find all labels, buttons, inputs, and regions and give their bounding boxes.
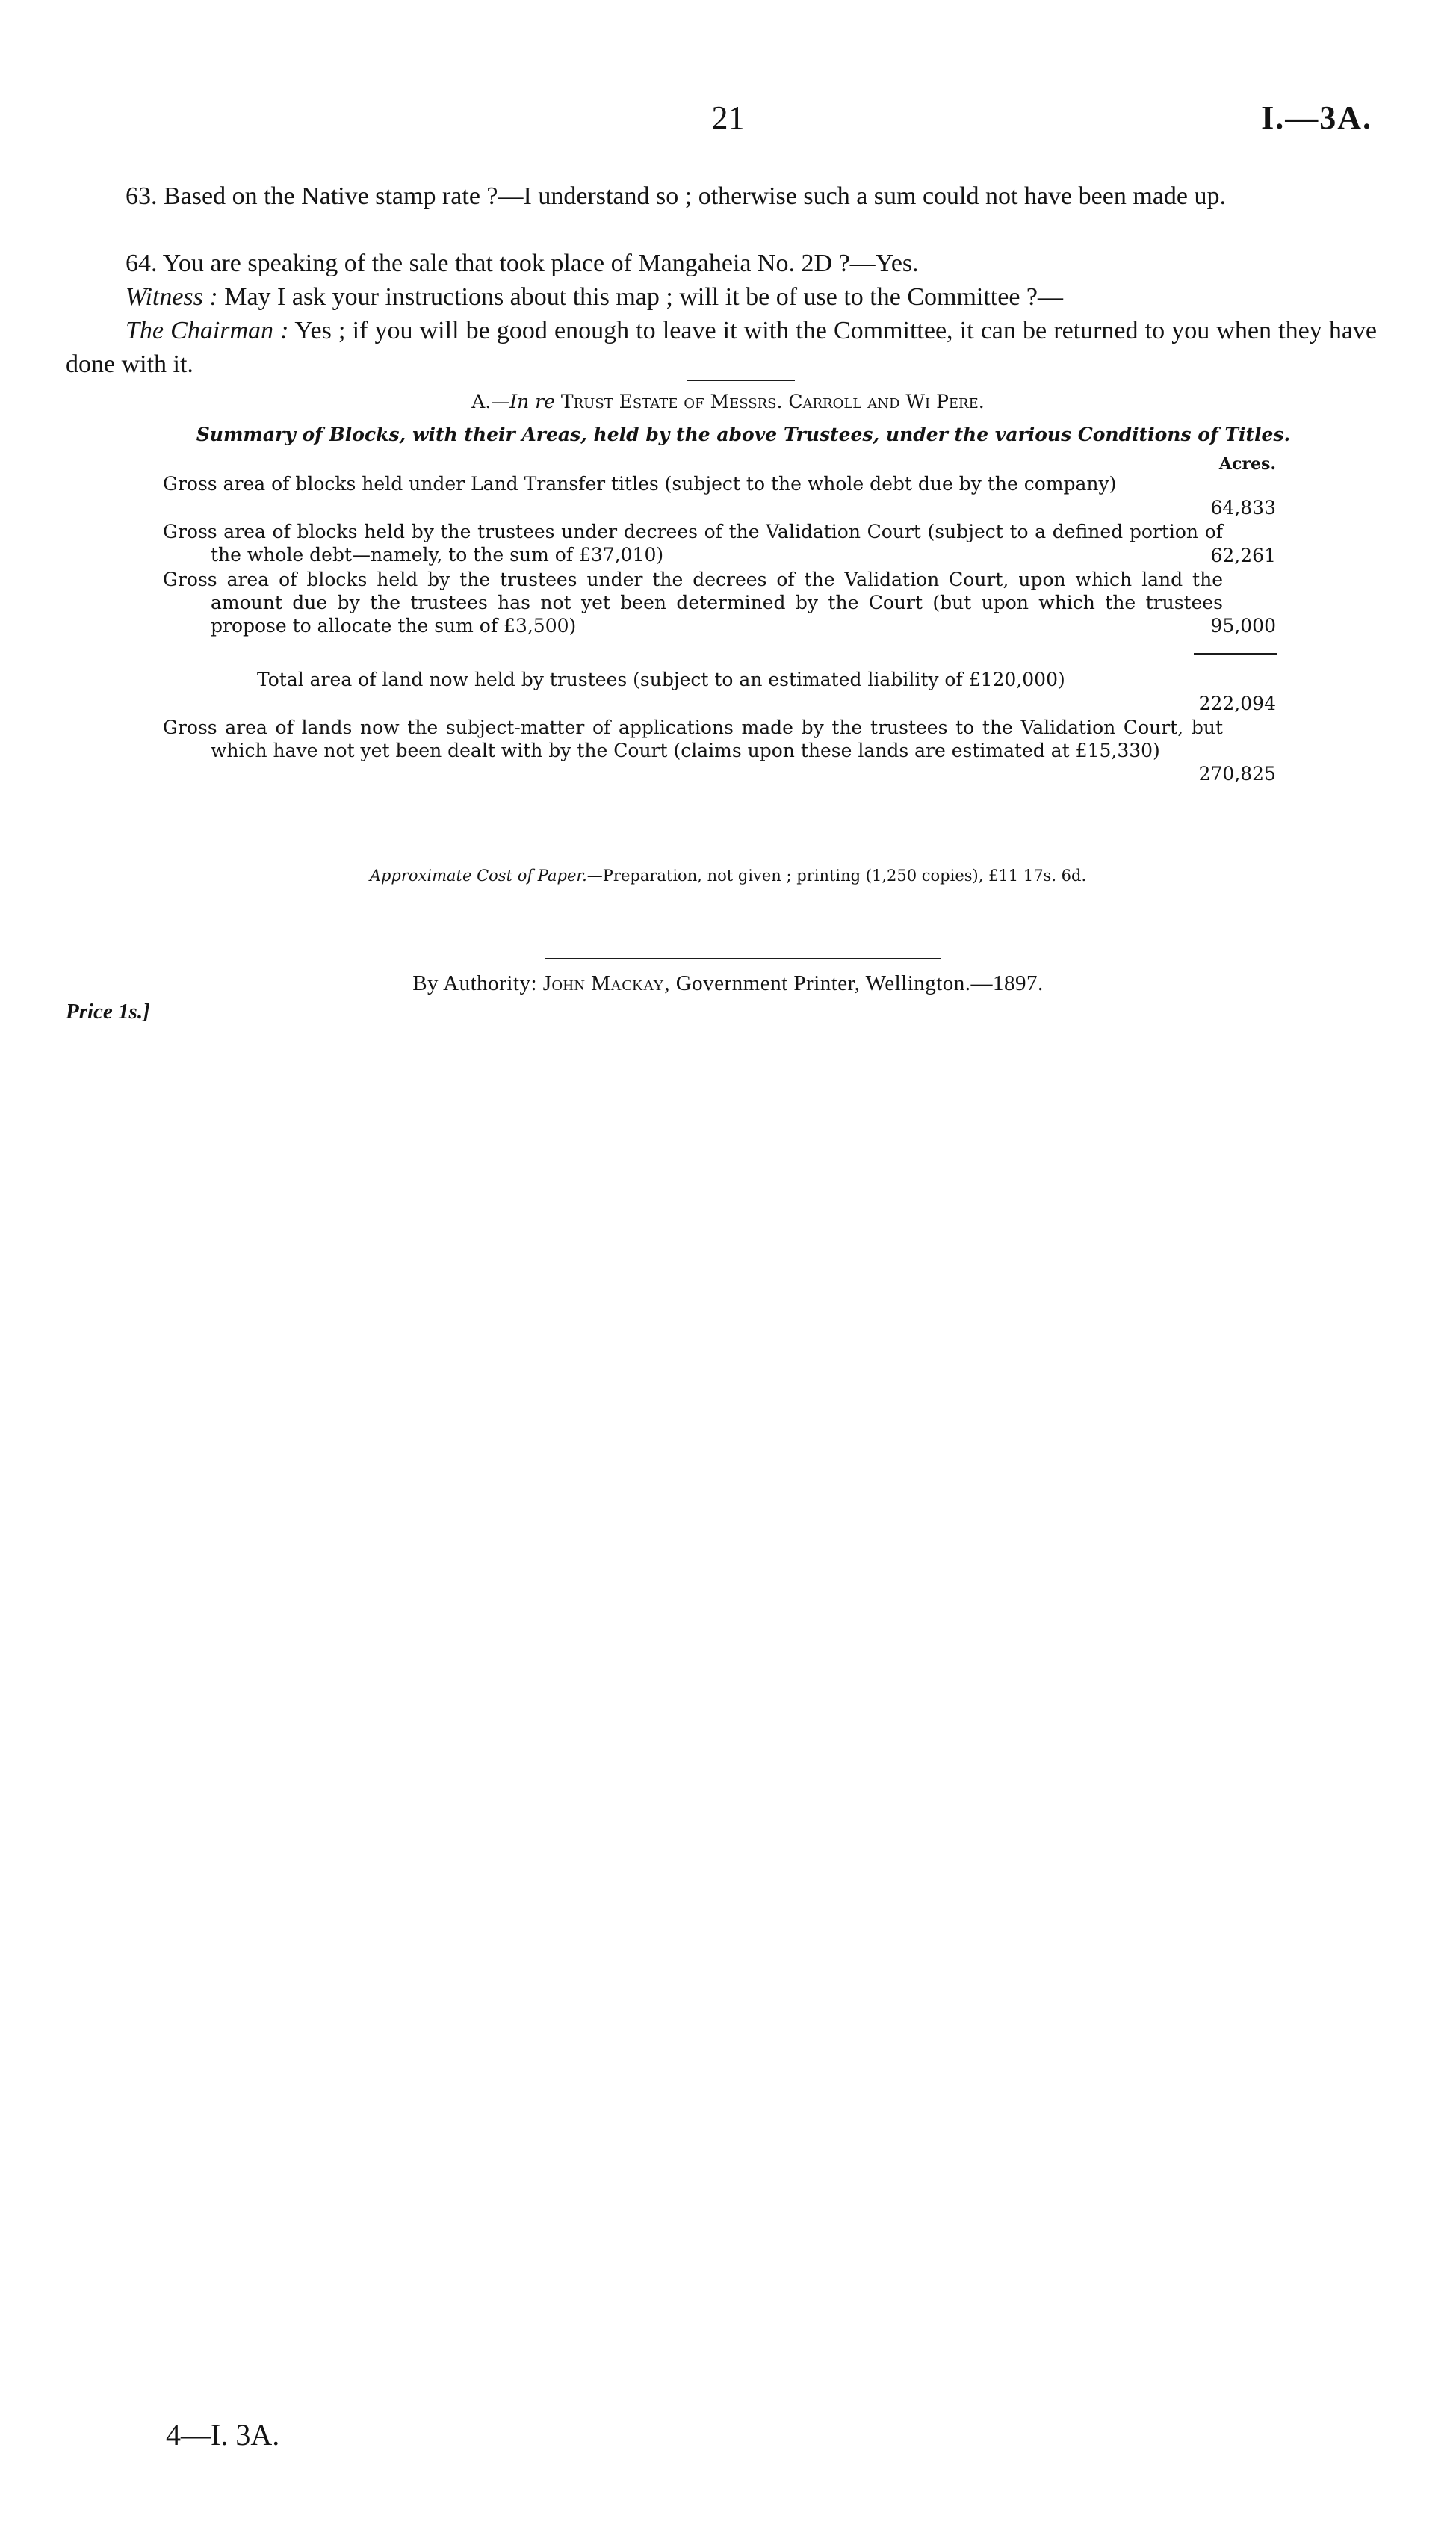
- table-row: [163, 716, 1276, 788]
- row-description: Gross area of blocks held by the trustees under the decrees of the Validation Court, upon which land the amount due by the trustees has not yet been determined by the Court (but upon which the trustees propose to allocate the sum of £3,500): [163, 569, 1223, 637]
- total-rule: [1194, 653, 1277, 655]
- cost-note: [0, 867, 1456, 885]
- witness-speaker: Witness :: [126, 283, 218, 311]
- appendix-title: [0, 390, 1456, 413]
- signature-mark: 4—I. 3A.: [166, 2418, 280, 2452]
- table-row: [163, 472, 1276, 520]
- authority-suffix: , Government Printer, Wellington.—1897.: [664, 971, 1044, 995]
- appendix-title-text: Trust Estate of Messrs. Carroll and Wi Pere.: [560, 391, 985, 412]
- appendix-subtitle: Summary of Blocks, with their Areas, held by the above Trustees, under the various Conditions of Titles.: [196, 424, 1291, 445]
- total-description: Total area of land now held by trustees (subject to an estimated liability of £120,000): [257, 669, 1065, 690]
- row-description: Gross area of blocks held under Land Transfer titles (subject to the whole debt due by the company): [163, 473, 1117, 495]
- row-value: 62,261: [1210, 545, 1276, 566]
- section-divider: [687, 380, 795, 381]
- page-number: 21: [711, 99, 745, 136]
- total-row: [163, 668, 1276, 716]
- witness-paragraph: [66, 280, 1377, 314]
- table-row: [163, 520, 1276, 568]
- question-64-paragraph: 64. You are speaking of the sale that took place of Mangaheia No. 2D ?—Yes.: [126, 250, 919, 277]
- footer-divider: [545, 958, 941, 959]
- question-63-paragraph: 63. Based on the Native stamp rate ?—I understand so ; otherwise such a sum could not have been made up.: [126, 182, 1226, 210]
- row-description: Gross area of lands now the subject-matter of applications made by the trustees to the Validation Court, but which have not yet been dealt with by the Court (claims upon these lands are estimated at £15,330): [163, 717, 1223, 761]
- total-value: 222,094: [1198, 693, 1276, 714]
- chairman-speaker: The Chairman :: [126, 317, 289, 344]
- row-value: 64,833: [1210, 497, 1276, 519]
- witness-text: May I ask your instructions about this map ; will it be of use to the Committee ?—: [224, 283, 1063, 311]
- row-value: 270,825: [1198, 763, 1276, 785]
- document-reference: I.—3A.: [1261, 99, 1372, 136]
- price-label: Price 1s.]: [66, 1000, 150, 1024]
- authority-prefix: By Authority:: [412, 971, 538, 995]
- chairman-paragraph: [66, 314, 1377, 381]
- chairman-text: Yes ; if you will be good enough to leave it with the Committee, it can be returned to you when they have done with it.: [66, 317, 1378, 378]
- acres-column-header: Acres.: [1218, 454, 1276, 474]
- cost-note-text: —Preparation, not given ; printing (1,250 copies), £11 17s. 6d.: [586, 867, 1087, 885]
- row-value: 95,000: [1210, 615, 1276, 637]
- appendix-title-prefix: A.—: [471, 391, 510, 412]
- authority-line: [0, 971, 1456, 996]
- appendix-title-italic: In re: [509, 391, 555, 412]
- table-row: [163, 568, 1276, 640]
- printer-name: John Mackay: [542, 971, 665, 995]
- cost-note-label: Approximate Cost of Paper.: [369, 867, 587, 885]
- row-description: Gross area of blocks held by the trustees under decrees of the Validation Court (subject to a defined portion of the whole debt—namely, to the sum of £37,010): [163, 521, 1223, 566]
